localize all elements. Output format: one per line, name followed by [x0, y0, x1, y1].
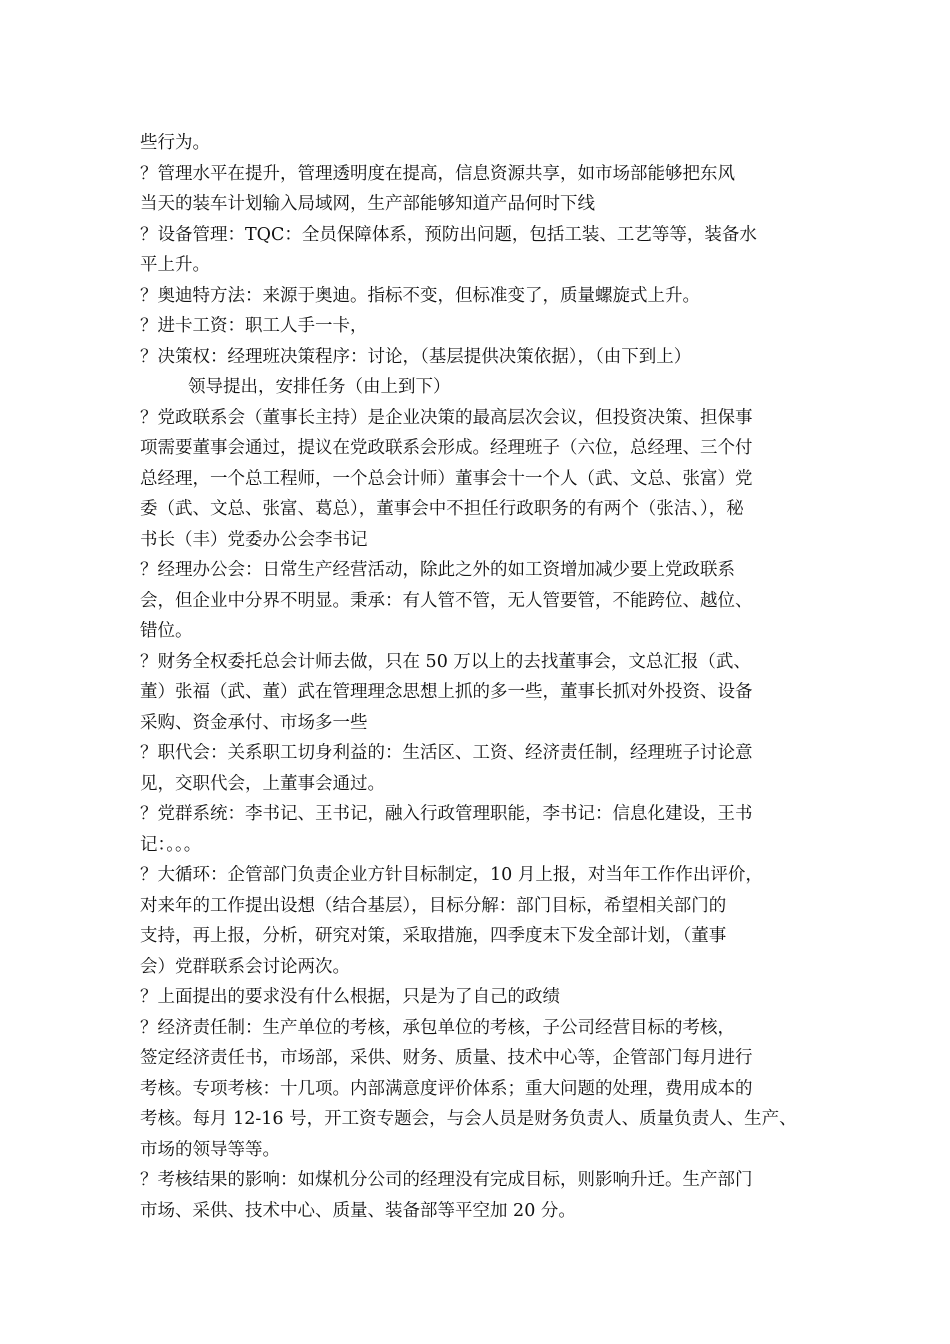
text-line: 见，交职代会，上董事会通过。	[140, 773, 385, 794]
text-line: ？财务全权委托总会计师去做，只在 50 万以上的去找董事会，文总汇报（武、	[140, 651, 751, 672]
text-line: 签定经济责任书，市场部，采供、财务、质量、技术中心等，企管部门每月进行	[140, 1048, 753, 1068]
text-line: 考核。每月 12-16 号，开工资专题会，与会人员是财务负责人、质量负责人、生产、	[140, 1109, 797, 1129]
text-line: 市场的领导等等。	[140, 1139, 280, 1160]
text-line: 委（武、文总、张富、葛总），董事会中不担任行政职务的有两个（张洁、），秘	[140, 499, 744, 519]
text-line: 些行为。	[140, 133, 210, 153]
text-line: 董）张福（武、董）武在管理理念思想上抓的多一些，董事长抓对外投资、设备	[140, 682, 753, 702]
text-line: ？考核结果的影响：如煤机分公司的经理没有完成目标，则影响升迁。生产部门	[140, 1170, 753, 1190]
text-line: 当天的装车计划输入局域网，生产部能够知道产品何时下线	[140, 194, 595, 214]
text-line: ？职代会：关系职工切身利益的：生活区、工资、经济责任制，经理班子讨论意	[140, 743, 753, 763]
text-line: 项需要董事会通过，提议在党政联系会形成。经理班子（六位，总经理、三个付	[140, 438, 753, 458]
text-line: ？上面提出的要求没有什么根据，只是为了自己的政绩	[140, 987, 560, 1007]
text-line: 错位。	[140, 621, 193, 641]
text-line: 市场、采供、技术中心、质量、装备部等平空加 20 分。	[140, 1200, 576, 1221]
text-line: ？经理办公会：日常生产经营活动，除此之外的如工资增加减少要上党政联系	[140, 560, 735, 580]
text-line: ？党群系统：李书记、王书记，融入行政管理职能，李书记：信息化建设，王书	[140, 804, 753, 824]
text-line: ？进卡工资：职工人手一卡，	[140, 316, 368, 336]
text-line: 平上升。	[140, 255, 210, 275]
text-line: 领导提出，安排任务（由上到下）	[188, 377, 451, 397]
text-line: 会，但企业中分界不明显。秉承：有人管不管，无人管要管，不能跨位、越位、	[140, 590, 753, 611]
text-line: 对来年的工作提出设想（结合基层），目标分解：部门目标，希望相关部门的	[140, 895, 727, 916]
text-line: 书长（丰）党委办公会李书记	[140, 529, 368, 550]
text-line: ？决策权：经理班决策程序：讨论，（基层提供决策依据），（由下到上）	[140, 346, 692, 367]
text-line: 会）党群联系会讨论两次。	[140, 956, 350, 977]
text-line: 采购、资金承付、市场多一些	[140, 712, 368, 733]
document-body	[140, 128, 820, 1226]
text-line: ？管理水平在提升，管理透明度在提高，信息资源共享，如市场部能够把东风	[140, 163, 735, 184]
text-line: ？经济责任制：生产单位的考核，承包单位的考核，子公司经营目标的考核，	[140, 1017, 735, 1038]
text-line: ？党政联系会（董事长主持）是企业决策的最高层次会议，但投资决策、担保事	[140, 407, 753, 428]
text-line: 总经理，一个总工程师，一个总会计师）董事会十一个人（武、文总、张富）党	[140, 468, 753, 489]
text-line: 考核。专项考核：十几项。内部满意度评价体系；重大问题的处理，费用成本的	[140, 1078, 753, 1099]
text-line: 支持，再上报，分析，研究对策，采取措施，四季度末下发全部计划，（董事	[140, 926, 727, 946]
text-line: ？奥迪特方法：来源于奥迪。指标不变，但标准变了，质量螺旋式上升。	[140, 285, 700, 306]
text-line: ？大循环：企管部门负责企业方针目标制定，10 月上报，对当年工作作出评价，	[140, 865, 763, 885]
text-line: ？设备管理：TQC：全员保障体系，预防出问题，包括工装、工艺等等，装备水	[140, 224, 757, 245]
text-line: 记：。。。	[140, 834, 202, 855]
